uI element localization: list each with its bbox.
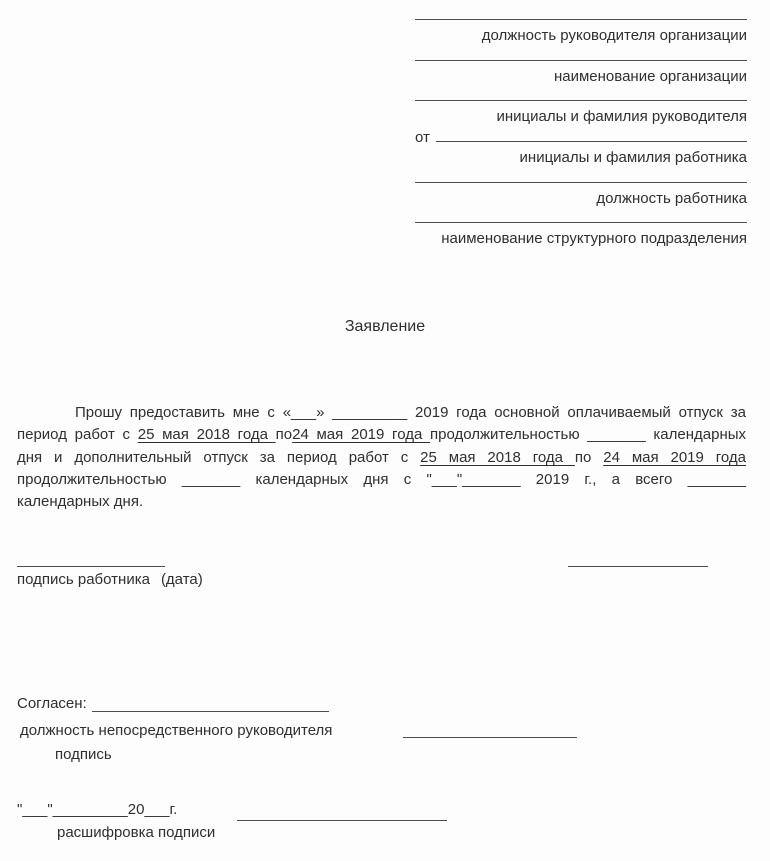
body-line: [17, 447, 746, 469]
agree-label: Согласен:: [17, 695, 87, 712]
body-paragraph: [17, 402, 746, 513]
header-row: [415, 209, 747, 229]
header-row: [415, 47, 747, 67]
body-text: продолжительностью _______ календарных: [430, 426, 747, 444]
employee-signature-line: [17, 552, 165, 567]
agree-row: [17, 695, 329, 712]
underlined-date: 25 мая 2018 года: [137, 426, 276, 444]
underlined-date: 24 мая 2019 года: [292, 426, 431, 444]
body-text: дня и дополнительный отпуск за период работ с: [17, 448, 421, 466]
body-text: по: [574, 448, 604, 466]
blank-line: [436, 141, 747, 142]
header-row: [415, 168, 747, 188]
header-row: [415, 229, 747, 249]
header-row: [415, 6, 747, 26]
doc-title: Заявление: [344, 318, 426, 335]
field-label-employee-name: инициалы и фамилия работника: [519, 149, 747, 167]
header-block: [415, 6, 747, 250]
field-label-head-name: инициалы и фамилия руководителя: [496, 108, 747, 126]
underlined-date: 25 мая 2018 года: [420, 448, 575, 466]
blank-line: [415, 182, 747, 183]
blank-line: [415, 19, 747, 20]
supervisor-position-label: должность непосредственного руководителя: [20, 722, 333, 739]
transcript-label: расшифровка подписи: [57, 824, 216, 841]
header-row-from: [415, 128, 747, 148]
supervisor-position-line: [92, 695, 329, 712]
field-label-department: наименование структурного подразделения: [441, 230, 747, 248]
employee-signature-label: подпись работника: [17, 571, 150, 588]
transcript-line: [237, 804, 447, 821]
field-label-org-name: наименование организации: [553, 67, 747, 85]
body-line: [17, 491, 746, 513]
field-label-head-position: должность руководителя организации: [481, 27, 747, 45]
body-text: календарных дня.: [17, 493, 144, 511]
header-row: [415, 67, 747, 87]
body-line: [17, 469, 746, 491]
underlined-date: 24 мая 2019 года: [603, 448, 747, 466]
supervisor-signature-label: подпись: [55, 746, 112, 763]
body-text: Прошу предоставить мне с «___» _________ 2019 года основной оплачиваемый отпуск за: [75, 404, 746, 421]
footer-date-blank: "___"_________20___г.: [17, 801, 178, 818]
body-text: период работ с: [17, 426, 138, 444]
blank-line: [415, 222, 747, 223]
header-row: [415, 107, 747, 127]
body-line: [17, 424, 746, 446]
blank-line: [415, 60, 747, 61]
header-row: [415, 148, 747, 168]
supervisor-signature-line: [403, 723, 577, 738]
date-line: [568, 552, 708, 567]
blank-line: [415, 100, 747, 101]
field-label-employee-position: должность работника: [596, 189, 747, 207]
from-prefix: от: [415, 128, 430, 146]
body-text: продолжительностью _______ календарных дня с "___"_______ 2019 г., а всего _______: [17, 470, 746, 488]
header-row: [415, 189, 747, 209]
body-line: [17, 402, 746, 424]
signature-caption: [17, 571, 203, 588]
date-label: (дата): [160, 571, 203, 588]
body-text: по: [275, 426, 293, 444]
header-row: [415, 26, 747, 46]
header-row: [415, 87, 747, 107]
